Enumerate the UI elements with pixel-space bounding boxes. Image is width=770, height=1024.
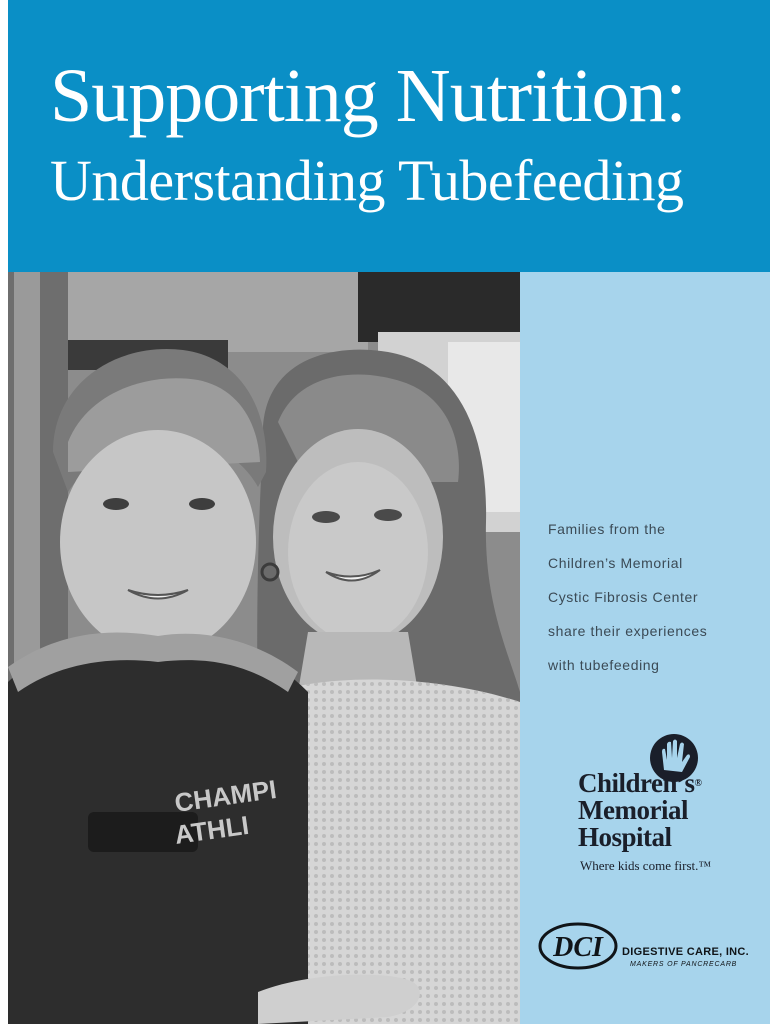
title-subtitle: Understanding Tubefeeding — [50, 148, 684, 213]
hospital-name-line2: Memorial — [578, 795, 688, 825]
tagline-line: share their experiences — [548, 623, 708, 639]
tagline-line: Children’s Memorial — [548, 555, 683, 571]
shirt-text-line2: ATHLI — [172, 809, 251, 850]
tagline-line: Cystic Fibrosis Center — [548, 589, 699, 605]
tagline-line: Families from the — [548, 521, 666, 537]
title-main: Supporting Nutrition: — [50, 54, 686, 138]
dci-logo — [538, 920, 763, 980]
dci-subtitle: MAKERS OF PANCRECARB — [630, 961, 738, 968]
registered-mark: ® — [694, 778, 702, 789]
brochure-cover — [8, 0, 770, 1024]
hospital-name-line1: Children’s — [578, 768, 695, 798]
cover-photo — [8, 272, 520, 1024]
side-panel — [520, 272, 770, 1024]
dci-company-name: DIGESTIVE CARE, INC. — [622, 946, 750, 958]
hospital-name — [578, 770, 702, 851]
tagline-line: with tubefeeding — [548, 657, 660, 673]
hospital-name-line3: Hospital — [578, 822, 672, 852]
hospital-tagline: Where kids come first.™ — [580, 858, 712, 873]
cover-tagline — [548, 512, 763, 682]
dci-mark-text: DCI — [553, 932, 603, 963]
title-banner — [8, 0, 770, 272]
shirt-text-line1: CHAMPI — [172, 773, 279, 818]
dci-mark-icon — [538, 920, 620, 972]
